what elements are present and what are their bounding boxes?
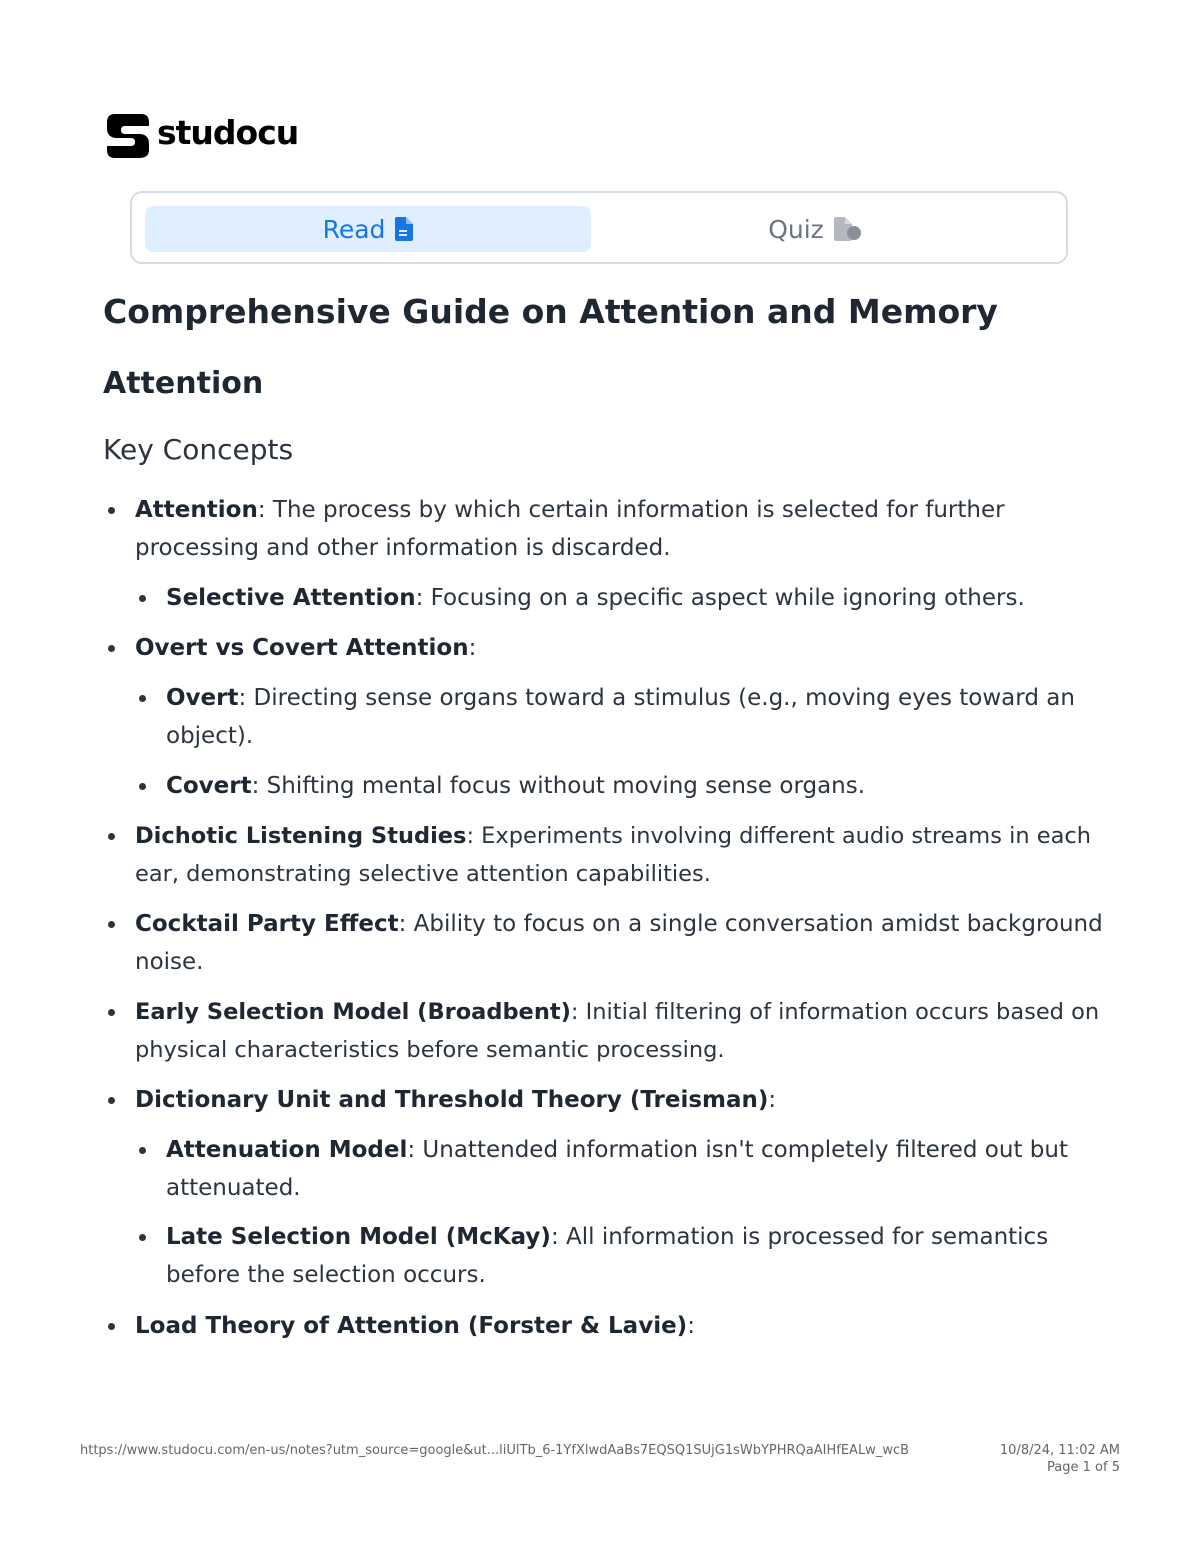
item-text: : Shifting mental focus without moving sense organs. bbox=[251, 773, 866, 799]
bullet bbox=[108, 1097, 115, 1104]
page-title: Comprehensive Guide on Attention and Memory bbox=[103, 292, 998, 331]
item-term: Overt bbox=[166, 685, 239, 711]
item-text: before the selection occurs. bbox=[166, 1262, 486, 1288]
tab-quiz-label: Quiz bbox=[768, 214, 824, 244]
bullet bbox=[139, 1234, 146, 1241]
item-text: : Focusing on a specific aspect while ignoring others. bbox=[415, 585, 1025, 611]
quiz-document-icon bbox=[834, 217, 862, 241]
item-term: Dictionary Unit and Threshold Theory (Treisman) bbox=[135, 1087, 769, 1113]
item-term: Dichotic Listening Studies bbox=[135, 823, 467, 849]
item-text: : Ability to focus on a single conversation amidst background bbox=[398, 911, 1103, 937]
read-quiz-tabs bbox=[130, 191, 1068, 264]
item-text: : Unattended information isn't completely filtered out but bbox=[407, 1137, 1068, 1163]
item-term: Early Selection Model (Broadbent) bbox=[135, 999, 571, 1025]
item-text: : Experiments involving different audio streams in each bbox=[466, 823, 1092, 849]
item-text: ear, demonstrating selective attention capabilities. bbox=[135, 861, 711, 887]
item-text: : bbox=[468, 635, 477, 661]
item-text: : Initial filtering of information occurs based on bbox=[570, 999, 1100, 1025]
item-term: Overt vs Covert Attention bbox=[135, 635, 469, 661]
studocu-logo[interactable] bbox=[103, 110, 298, 160]
subsection-heading: Key Concepts bbox=[103, 433, 294, 466]
item-term: Selective Attention bbox=[166, 585, 416, 611]
footer-datetime: 10/8/24, 11:02 AM bbox=[999, 1443, 1120, 1458]
list-item bbox=[135, 1307, 695, 1345]
footer-url: https://www.studocu.com/en-us/notes?utm_source=google&ut...liUlTb_6-1YfXlwdAaBs7EQSQ1SUjG1sWbYPHRQaAIHfEALw_wcB bbox=[80, 1443, 910, 1458]
item-text: attenuated. bbox=[166, 1175, 301, 1201]
bullet bbox=[108, 645, 115, 652]
list-item bbox=[135, 491, 1005, 567]
bullet bbox=[108, 921, 115, 928]
item-term: Covert bbox=[166, 773, 252, 799]
tab-quiz[interactable] bbox=[592, 206, 1038, 252]
item-text: : Directing sense organs toward a stimulus (e.g., moving eyes toward an bbox=[238, 685, 1075, 711]
item-text: : All information is processed for semantics bbox=[550, 1224, 1049, 1250]
bullet bbox=[139, 695, 146, 702]
tab-read[interactable] bbox=[145, 206, 591, 252]
tab-read-label: Read bbox=[322, 214, 386, 244]
bullet bbox=[139, 595, 146, 602]
bullet bbox=[108, 833, 115, 840]
item-text: : bbox=[768, 1087, 777, 1113]
item-text: : The process by which certain information is selected for further bbox=[257, 497, 1005, 523]
document-icon bbox=[395, 217, 413, 241]
footer-page-number: Page 1 of 5 bbox=[1047, 1460, 1120, 1475]
item-term: Load Theory of Attention (Forster & Lavie) bbox=[135, 1313, 688, 1339]
bullet bbox=[108, 507, 115, 514]
list-item bbox=[135, 817, 1091, 893]
list-item bbox=[166, 1218, 1048, 1294]
bullet bbox=[139, 1147, 146, 1154]
section-heading: Attention bbox=[103, 366, 264, 401]
list-item bbox=[135, 993, 1099, 1069]
list-item bbox=[166, 579, 1025, 617]
bullet bbox=[139, 783, 146, 790]
item-text: processing and other information is discarded. bbox=[135, 535, 671, 561]
item-text: noise. bbox=[135, 949, 204, 975]
bullet bbox=[108, 1323, 115, 1330]
item-term: Attention bbox=[135, 497, 258, 523]
list-item bbox=[166, 1131, 1068, 1207]
item-text: physical characteristics before semantic processing. bbox=[135, 1037, 725, 1063]
item-term: Cocktail Party Effect bbox=[135, 911, 399, 937]
list-item bbox=[166, 767, 865, 805]
item-text: object). bbox=[166, 723, 254, 749]
item-text: : bbox=[687, 1313, 695, 1339]
list-item bbox=[135, 1081, 776, 1119]
item-term: Late Selection Model (McKay) bbox=[166, 1224, 551, 1250]
item-term: Attenuation Model bbox=[166, 1137, 408, 1163]
list-item bbox=[166, 679, 1075, 755]
studocu-s-logo-icon bbox=[103, 110, 151, 160]
list-item bbox=[135, 905, 1103, 981]
bullet bbox=[108, 1009, 115, 1016]
brand-name: studocu bbox=[157, 112, 299, 152]
list-item bbox=[135, 629, 476, 667]
